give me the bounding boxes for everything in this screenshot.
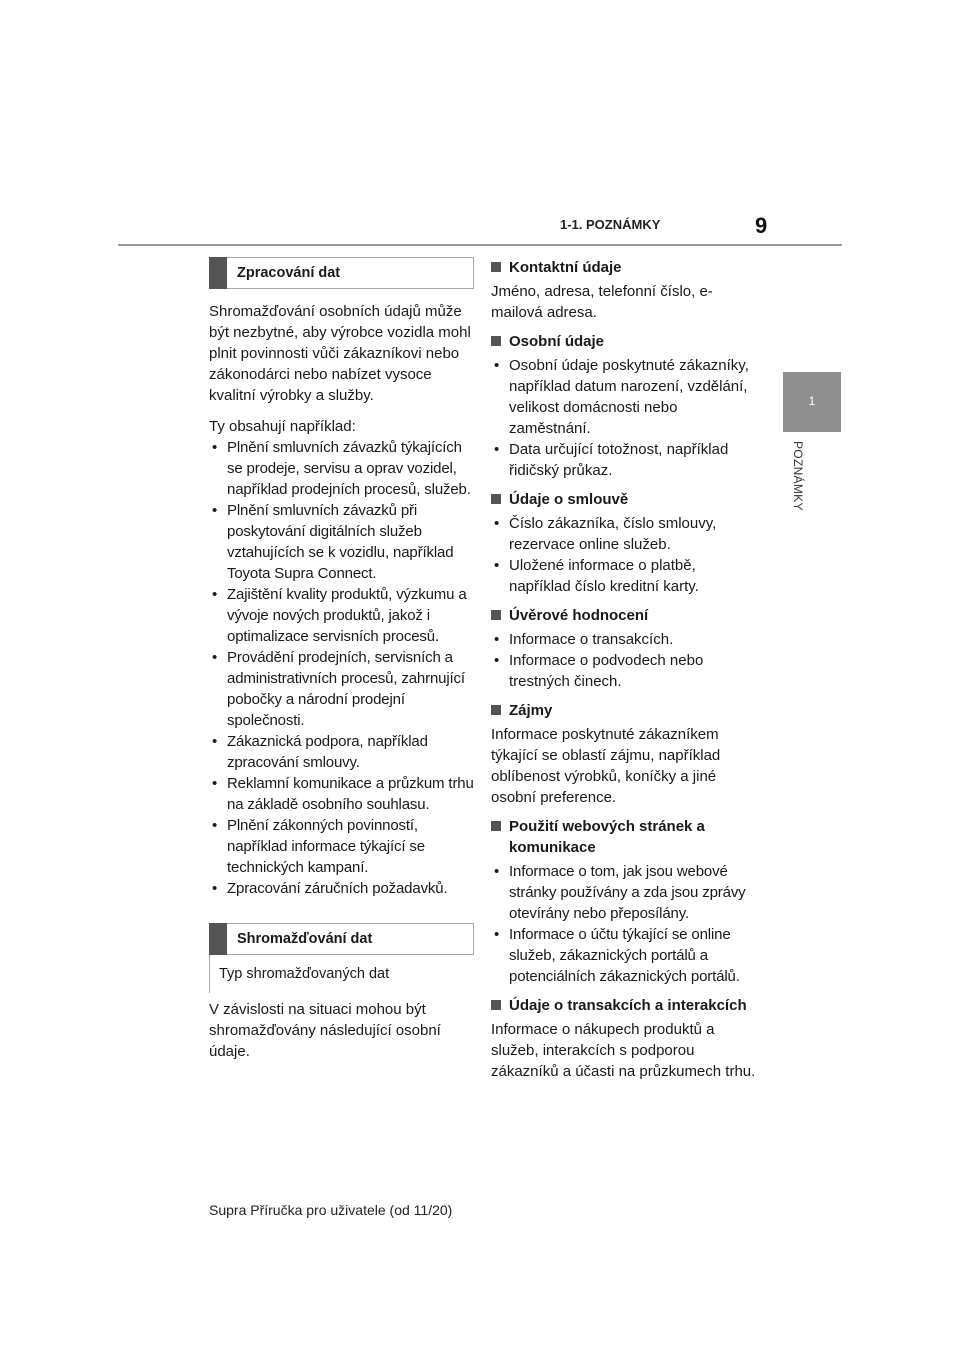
list-item: • Uložené informace o platbě, například číslo kreditní karty. [491, 555, 761, 597]
square-bullet-icon [491, 1000, 501, 1010]
paragraph: Jméno, adresa, telefonní číslo, e-mailová adresa. [491, 283, 713, 321]
section-box-data-collection [209, 923, 474, 955]
square-bullet-icon [491, 821, 501, 831]
subheading: Osobní údaje [491, 331, 761, 352]
list-item: • Číslo zákazníka, číslo smlouvy, rezervace online služeb. [491, 513, 761, 555]
chapter-label: POZNÁMKY [791, 441, 805, 511]
subheading: Údaje o smlouvě [491, 489, 761, 510]
page-number: 9 [755, 213, 768, 238]
right-column [491, 257, 761, 1082]
page-footer: Supra Příručka pro uživatele (od 11/20) [209, 1202, 453, 1218]
paragraph: Shromažďování osobních údajů může být nezbytné, aby výrobce vozidla mohl plnit povinnosti vůči zákazníkovi nebo zákonodárci nebo nabízet vysoce kvalitní výrobky a služby. [209, 303, 471, 404]
list-item: • Provádění prodejních, servisních a administrativních procesů, zahrnující pobočky a národní prodejní společnosti. [209, 647, 474, 731]
list-item: • Informace o transakcích. [491, 629, 761, 650]
bullet-list [491, 513, 761, 597]
list-item: • Informace o tom, jak jsou webové stránky používány a zda jsou zprávy otevírány nebo přeposílány. [491, 861, 761, 924]
list-item: • Osobní údaje poskytnuté zákazníky, například datum narození, vzdělání, velikost domácnosti nebo zaměstnání. [491, 355, 761, 439]
paragraph: V závislosti na situaci mohou být shromažďovány následující osobní údaje. [209, 1001, 441, 1060]
paragraph: Informace poskytnuté zákazníkem týkající se oblastí zájmu, například oblíbenost výrobků, koníčky a jiné osobní preference. [491, 726, 721, 806]
bullet-list [491, 355, 761, 481]
chapter-tab: 1 [783, 372, 841, 432]
running-header-section: 1-1. POZNÁMKY [560, 217, 661, 232]
list-item: • Plnění zákonných povinností, například informace týkající se technických kampaní. [209, 815, 474, 878]
paragraph: Ty obsahují například: [209, 418, 356, 435]
section-title: Shromažďování dat [237, 930, 373, 947]
square-bullet-icon [491, 262, 501, 272]
header-divider [118, 244, 842, 246]
section-bar [209, 257, 227, 289]
list-item: • Informace o podvodech nebo trestných činech. [491, 650, 761, 692]
subheading: Použití webových stránek a komunikace [491, 816, 761, 858]
square-bullet-icon [491, 336, 501, 346]
section-subtitle: Typ shromažďovaných dat [209, 955, 474, 993]
square-bullet-icon [491, 494, 501, 504]
paragraph: Informace o nákupech produktů a služeb, interakcích s podporou zákazníků a účasti na průzkumech trhu. [491, 1021, 756, 1080]
square-bullet-icon [491, 705, 501, 715]
list-item: • Plnění smluvních závazků týkajících se prodeje, servisu a oprav vozidel, například prodejních procesů, služeb. [209, 437, 474, 500]
list-item: • Zákaznická podpora, například zpracování smlouvy. [209, 731, 474, 773]
subheading: Údaje o transakcích a interakcích [491, 995, 761, 1016]
list-item: • Data určující totožnost, například řidičský průkaz. [491, 439, 761, 481]
subheading: Úvěrové hodnocení [491, 605, 761, 626]
list-item: • Reklamní komunikace a průzkum trhu na základě osobního souhlasu. [209, 773, 474, 815]
list-item: • Plnění smluvních závazků při poskytování digitálních služeb vztahujících se k vozidlu, například Toyota Supra Connect. [209, 500, 474, 584]
subheading: Zájmy [491, 700, 761, 721]
bullet-list [491, 861, 761, 987]
list-item: • Zajištění kvality produktů, výzkumu a vývoje nových produktů, jakož i optimalizace servisních procesů. [209, 584, 474, 647]
section-bar [209, 923, 227, 955]
section-box-data-processing [209, 257, 474, 289]
bullet-list [209, 437, 474, 899]
subheading: Kontaktní údaje [491, 257, 761, 278]
left-column [209, 257, 474, 1062]
section-title: Zpracování dat [237, 264, 341, 281]
list-item: • Zpracování záručních požadavků. [209, 878, 474, 899]
bullet-list [491, 629, 761, 692]
list-item: • Informace o účtu týkající se online služeb, zákaznických portálů a potenciálních zákaznických portálů. [491, 924, 761, 987]
square-bullet-icon [491, 610, 501, 620]
